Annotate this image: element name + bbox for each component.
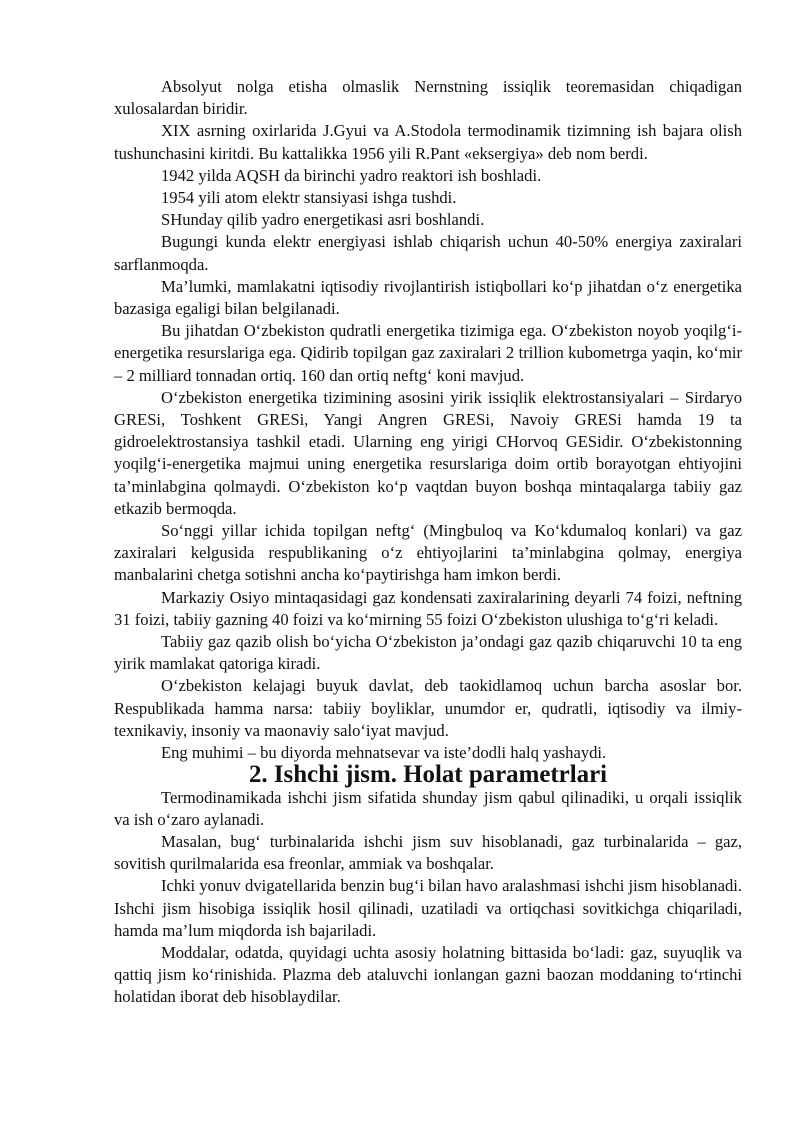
paragraph: XIX asrning oxirlarida J.Gyui va A.Stodola termodinamik tizimning ish bajara olish tushunchasini kiritdi. Bu kattalikka 1956 yili R.Pant «eksergiya» deb nom berdi. [114,121,742,163]
paragraph: Ichki yonuv dvigatellarida benzin bug‘i bilan havo aralashmasi ishchi jism hisoblanadi. Ishchi jism hisobiga issiqlik hosil qilinadi, uzatiladi va ortiqchasi sovitkichga chiqariladi, hamda ma’lum miqdorda ish bajariladi. [114,876,742,940]
paragraph: Markaziy Osiyo mintaqasidagi gaz kondensati zaxiralarining deyarli 74 foizi, neftning 31 foizi, tabiiy gazning 40 foizi va ko‘mirning 55 foizi O‘zbekiston ulushiga to‘g‘ri keladi. [114,587,742,629]
paragraph: Moddalar, odatda, quyidagi uchta asosiy holatning bittasida bo‘ladi: gaz, suyuqlik va qattiq jism ko‘rinishida. Plazma deb ataluvchi ionlangan gazni baozan moddaning to‘rtinchi holatidan iborat deb hisoblaydilar. [114,942,742,1007]
paragraph: SHunday qilib yadro energetikasi asri boshlandi. [161,210,485,230]
section-heading: 2. Ishchi jism. Holat parametrlari [248,761,608,789]
paragraph: Ma’lumki, mamlakatni iqtisodiy rivojlantirish istiqbollari ko‘p jihatdan o‘z energetika bazasiga egaligi bilan belgilanadi. [114,276,742,319]
paragraph: Masalan, bug‘ turbinalarida ishchi jism suv hisoblanadi, gaz turbinalarida – gaz, sovitish qurilmalarida esa freonlar, ammiak va boshqalar. [114,831,742,874]
paragraph: 1942 yilda AQSH da birinchi yadro reaktori ish boshladi. [161,165,542,185]
paragraph: Absolyut nolga etisha olmaslik Nernstning issiqlik teoremasidan chiqadigan xulosalardan biridir. [114,77,742,119]
paragraph: Tabiiy gaz qazib olish bo‘yicha O‘zbekiston ja’ondagi gaz qazib chiqaruvchi 10 ta eng yirik mamlakat qatoriga kiradi. [114,632,742,674]
paragraph: Bugungi kunda elektr energiyasi ishlab chiqarish uchun 40-50% energiya zaxiralari sarflanmoqda. [114,232,742,274]
paragraph: O‘zbekiston kelajagi buyuk davlat, deb taokidlamoq uchun barcha asoslar bor. Respublikada hamma narsa: tabiiy boyliklar, unumdor er, qudratli, iqtisodiy va ilmiy-texnikaviy, insoniy va maonaviy salo‘iyat mavjud. [114,676,742,740]
paragraph: Termodinamikada ishchi jism sifatida shunday jism qabul qilinadiki, u orqali issiqlik va ish o‘zaro aylanadi. [114,787,742,829]
document-page [114,76,742,1009]
paragraph: Eng muhimi – bu diyorda mehnatsevar va iste’dodli halq yashaydi. [161,743,607,763]
paragraph: O‘zbekiston energetika tizimining asosini yirik issiqlik elektrostansiyalari – Sirdaryo GRESi, Toshkent GRESi, Yangi Angren GRESi, Navoiy GRESi hamda 19 ta gidroelektrostansiya tashkil etadi. Ularning eng yirigi CHorvoq GESidir. O‘zbekistonning yoqilg‘i-energetika majmui uning energetika resurslariga doim ortib borayotgan ehtiyojini ta’minlabgina qolmaydi. O‘zbekiston ko‘p vaqtdan buyon boshqa mintaqalarga tabiiy gaz etkazib bermoqda. [114,387,742,518]
paragraph: So‘nggi yillar ichida topilgan neftg‘ (Mingbuloq va Ko‘kdumaloq konlari) va gaz zaxiralari kelgusida respublikaning o‘z ehtiyojlarini ta’minlabgina qolmay, energiya manbalarini chetga sotishni ancha ko‘paytirishga ham imkon berdi. [114,521,742,585]
paragraph: 1954 yili atom elektr stansiyasi ishga tushdi. [161,188,457,208]
paragraph: Bu jihatdan O‘zbekiston qudratli energetika tizimiga ega. O‘zbekiston noyob yoqilg‘i-energetika resurslariga ega. Qidirib topilgan gaz zaxiralari 2 trillion kubometrga yaqin, ko‘mir – 2 milliard tonnadan ortiq. 160 dan ortiq neftg‘ koni mavjud. [114,321,742,385]
